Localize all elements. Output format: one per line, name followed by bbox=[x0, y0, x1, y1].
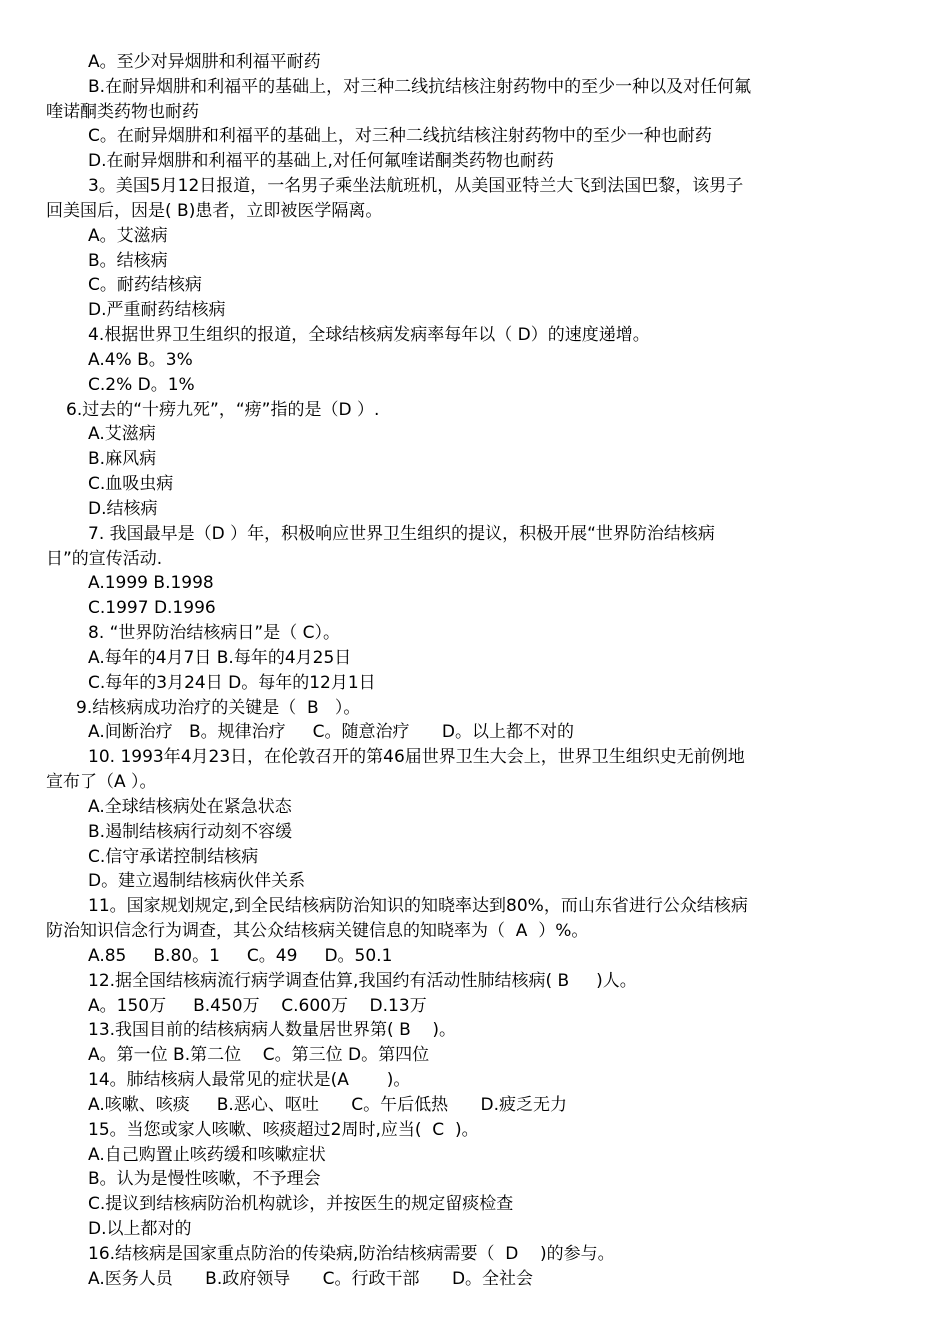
question-3-continuation: 回美国后，因是( B)患者，立即被医学隔离。 bbox=[46, 201, 383, 221]
answer-option: C.1997 D.1996 bbox=[88, 598, 216, 618]
answer-option: B.遏制结核病行动刻不容缓 bbox=[88, 822, 293, 842]
question-11-continuation: 防治知识信念行为调查，其公众结核病关键信息的知晓率为（ A ）%。 bbox=[46, 921, 589, 941]
question-7-continuation: 日”的宣传活动. bbox=[46, 549, 163, 569]
answer-option: A.间断治疗 B。规律治疗 C。随意治疗 D。以上都不对的 bbox=[88, 722, 575, 742]
answer-option: A.自己购置止咳药缓和咳嗽症状 bbox=[88, 1145, 326, 1165]
answer-option: D。建立遏制结核病伙伴关系 bbox=[88, 871, 306, 891]
answer-option: C.每年的3月24日 D。每年的12月1日 bbox=[88, 673, 376, 693]
question-12: 12.据全国结核病流行病学调查估算,我国约有活动性肺结核病( B )人。 bbox=[88, 971, 637, 991]
answer-option: A。第一位 B.第二位 C。第三位 D。第四位 bbox=[88, 1045, 430, 1065]
answer-option: A.4% B。3% bbox=[88, 350, 193, 370]
question-7: 7. 我国最早是（D ）年，积极响应世界卫生组织的提议，积极开展“世界防治结核病 bbox=[88, 524, 715, 544]
answer-option: C.血吸虫病 bbox=[88, 474, 174, 494]
question-8: 8. “世界防治结核病日”是（ C）。 bbox=[88, 623, 341, 643]
answer-option: C.2% D。1% bbox=[88, 375, 195, 395]
answer-option: A.咳嗽、咳痰 B.恶心、呕吐 C。午后低热 D.疲乏无力 bbox=[88, 1095, 568, 1115]
answer-option: A.每年的4月7日 B.每年的4月25日 bbox=[88, 648, 352, 668]
answer-option: D.结核病 bbox=[88, 499, 158, 519]
answer-option: B.麻风病 bbox=[88, 449, 157, 469]
answer-option: A。150万 B.450万 C.600万 D.13万 bbox=[88, 996, 427, 1016]
answer-option: D.严重耐药结核病 bbox=[88, 300, 226, 320]
answer-option-continuation: 喹诺酮类药物也耐药 bbox=[46, 102, 199, 122]
question-14: 14。肺结核病人最常见的症状是(A )。 bbox=[88, 1070, 411, 1090]
answer-option: A。至少对异烟肼和利福平耐药 bbox=[88, 52, 321, 72]
answer-option: C.信守承诺控制结核病 bbox=[88, 847, 259, 867]
answer-option: A.艾滋病 bbox=[88, 424, 156, 444]
answer-option: B。认为是慢性咳嗽，不予理会 bbox=[88, 1169, 321, 1189]
answer-option: D.在耐异烟肼和利福平的基础上,对任何氟喹诺酮类药物也耐药 bbox=[88, 151, 554, 171]
answer-option: C.提议到结核病防治机构就诊，并按医生的规定留痰检查 bbox=[88, 1194, 514, 1214]
answer-option: D.以上都对的 bbox=[88, 1219, 192, 1239]
question-15: 15。当您或家人咳嗽、咳痰超过2周时,应当( C )。 bbox=[88, 1120, 479, 1140]
question-10-continuation: 宣布了（A ）。 bbox=[46, 772, 157, 792]
answer-option: A.1999 B.1998 bbox=[88, 573, 214, 593]
question-9: 9.结核病成功治疗的关键是（ B ）。 bbox=[76, 698, 361, 718]
question-13: 13.我国目前的结核病病人数量居世界第( B )。 bbox=[88, 1020, 456, 1040]
question-16: 16.结核病是国家重点防治的传染病,防治结核病需要（ D )的参与。 bbox=[88, 1244, 615, 1264]
answer-option: A.全球结核病处在紧急状态 bbox=[88, 797, 292, 817]
question-10: 10. 1993年4月23日，在伦敦召开的第46届世界卫生大会上，世界卫生组织史无前例地 bbox=[88, 747, 745, 767]
answer-option: B.在耐异烟肼和利福平的基础上，对三种二线抗结核注射药物中的至少一种以及对任何氟 bbox=[88, 77, 752, 97]
question-4: 4.根据世界卫生组织的报道，全球结核病发病率每年以（ D）的速度递增。 bbox=[88, 325, 650, 345]
question-11: 11。国家规划规定,到全民结核病防治知识的知晓率达到80%，而山东省进行公众结核病 bbox=[88, 896, 748, 916]
answer-option: C。耐药结核病 bbox=[88, 275, 202, 295]
answer-option: C。在耐异烟肼和利福平的基础上，对三种二线抗结核注射药物中的至少一种也耐药 bbox=[88, 126, 712, 146]
answer-option: A.85 B.80。1 C。49 D。50.1 bbox=[88, 946, 393, 966]
answer-option: A.医务人员 B.政府领导 C。行政干部 D。全社会 bbox=[88, 1269, 534, 1289]
answer-option: B。结核病 bbox=[88, 251, 168, 271]
question-3: 3。美国5月12日报道，一名男子乘坐法航班机，从美国亚特兰大飞到法国巴黎，该男子 bbox=[88, 176, 744, 196]
question-6: 6.过去的“十痨九死”，“痨”指的是（D ）. bbox=[66, 400, 380, 420]
answer-option: A。艾滋病 bbox=[88, 226, 168, 246]
